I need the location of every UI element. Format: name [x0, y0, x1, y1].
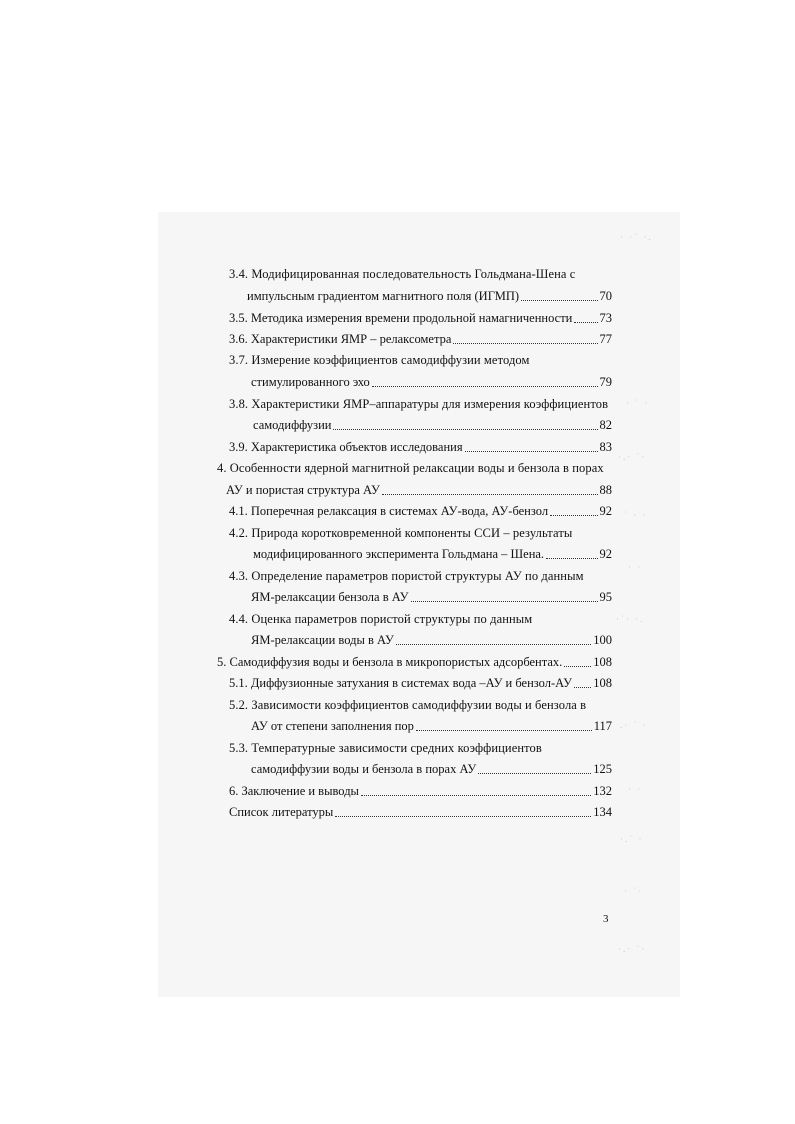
- toc-page-number: 117: [593, 719, 612, 733]
- toc-entry-5-1[interactable]: [229, 675, 612, 691]
- scan-noise: · ·: [628, 562, 643, 572]
- leader-dots: [546, 558, 597, 559]
- toc-entry-4-3[interactable]: [251, 589, 612, 605]
- scan-noise: · ·˙ ·.: [620, 232, 653, 242]
- toc-entry-3-8[interactable]: [253, 417, 612, 433]
- toc-page-number: 77: [599, 332, 612, 346]
- toc-entry-5-3[interactable]: [251, 761, 612, 777]
- toc-page-number: 100: [593, 633, 612, 647]
- toc-page-number: 132: [593, 784, 612, 798]
- toc-entry-4-line-1: 4. Особенности ядерной магнитной релаксации воды и бензола в порах: [217, 461, 604, 475]
- leader-dots: [333, 429, 597, 430]
- leader-dots: [453, 343, 597, 344]
- toc-entry-bibliography[interactable]: [229, 804, 612, 820]
- toc-entry-title: самодиффузии воды и бензола в порах АУ: [251, 762, 477, 776]
- toc-entry-3-7-line-1: 3.7. Измерение коэффициентов самодиффузии методом: [229, 353, 530, 367]
- toc-page-number: 73: [599, 311, 612, 325]
- toc-entry-3-9[interactable]: [229, 439, 612, 455]
- toc-entry-title: 6. Заключение и выводы: [229, 784, 359, 798]
- toc-entry-title: модифицированного эксперимента Гольдмана – Шена.: [253, 547, 545, 561]
- toc-page-number: 125: [593, 762, 612, 776]
- scan-noise: ·.˙ ·: [620, 834, 644, 844]
- leader-dots: [564, 666, 591, 667]
- toc-page-number: 108: [593, 655, 612, 669]
- toc-entry-6[interactable]: [229, 783, 612, 799]
- scan-noise: ·˙· ·.: [616, 614, 645, 624]
- toc-entry-title: 4.1. Поперечная релаксация в системах АУ-вода, АУ-бензол: [229, 504, 549, 518]
- scan-noise: · ·: [628, 784, 643, 794]
- toc-page-number: 70: [599, 289, 612, 303]
- toc-page-number: 108: [593, 676, 612, 690]
- toc-entry-3-5[interactable]: [229, 310, 612, 326]
- scan-noise: · ˙·: [624, 886, 644, 896]
- leader-dots: [411, 601, 598, 602]
- leader-dots: [521, 300, 597, 301]
- leader-dots: [382, 494, 598, 495]
- toc-entry-3-4[interactable]: [247, 288, 612, 304]
- toc-entry-5[interactable]: [217, 654, 612, 670]
- leader-dots: [550, 515, 597, 516]
- toc-page-number: 95: [599, 590, 612, 604]
- leader-dots: [574, 687, 591, 688]
- toc-entry-5-2-line-1: 5.2. Зависимости коэффициентов самодиффузии воды и бензола в: [229, 698, 587, 712]
- toc-page-number: 82: [599, 418, 612, 432]
- leader-dots: [372, 386, 598, 387]
- leader-dots: [396, 644, 591, 645]
- toc-page-number: 83: [599, 440, 612, 454]
- toc-page-number: 92: [599, 504, 612, 518]
- toc-entry-5-2[interactable]: [251, 718, 612, 734]
- toc-entry-title: 3.6. Характеристики ЯМР – релаксометра: [229, 332, 452, 346]
- toc-entry-title: стимулированного эхо: [251, 375, 370, 389]
- leader-dots: [361, 795, 591, 796]
- scan-noise: ·.· ˙·: [618, 452, 647, 462]
- leader-dots: [478, 773, 591, 774]
- toc-entry-title: 5. Самодиффузия воды и бензола в микропористых адсорбентах.: [217, 655, 563, 669]
- toc-entry-title: самодиффузии: [253, 418, 332, 432]
- page-number: 3: [603, 913, 609, 925]
- toc-entry-4-4-line-1: 4.4. Оценка параметров пористой структуры по данным: [229, 612, 533, 626]
- toc-page-number: 134: [593, 805, 612, 819]
- toc-entry-4[interactable]: [226, 482, 612, 498]
- leader-dots: [574, 322, 597, 323]
- toc-page-number: 88: [599, 483, 612, 497]
- toc-entry-3-7[interactable]: [251, 374, 612, 390]
- scan-noise: ˙ · ·: [624, 510, 648, 520]
- scan-noise: ·.· ˙·: [618, 944, 647, 954]
- toc-entry-4-4[interactable]: [251, 632, 612, 648]
- scan-noise: · ˙ ·: [626, 398, 650, 408]
- toc-entry-title: 3.9. Характеристика объектов исследования: [229, 440, 463, 454]
- toc-entry-3-4-line-1: 3.4. Модифицированная последовательность Гольдмана-Шена с: [229, 267, 576, 281]
- toc-entry-title: ЯМ-релаксации бензола в АУ: [251, 590, 409, 604]
- toc-page-number: 79: [599, 375, 612, 389]
- leader-dots: [335, 816, 591, 817]
- toc-entry-4-3-line-1: 4.3. Определение параметров пористой структуры АУ по данным: [229, 569, 584, 583]
- toc-entry-3-6[interactable]: [229, 331, 612, 347]
- toc-entry-4-2-line-1: 4.2. Природа коротковременной компоненты ССИ – результаты: [229, 526, 573, 540]
- scan-noise: .· ˙ ·: [620, 720, 648, 730]
- leader-dots: [416, 730, 592, 731]
- toc-entry-title: АУ и пористая структура АУ: [226, 483, 380, 497]
- toc-entry-title: 5.1. Диффузионные затухания в системах вода –АУ и бензол-АУ: [229, 676, 572, 690]
- toc-entry-title: Список литературы: [229, 805, 334, 819]
- leader-dots: [465, 451, 598, 452]
- toc-entry-4-1[interactable]: [229, 503, 612, 519]
- toc-entry-4-2[interactable]: [253, 546, 612, 562]
- toc-entry-title: АУ от степени заполнения пор: [251, 719, 414, 733]
- toc-entry-title: импульсным градиентом магнитного поля (ИГМП): [247, 289, 520, 303]
- toc-entry-title: ЯМ-релаксации воды в АУ: [251, 633, 394, 647]
- toc-page-number: 92: [599, 547, 612, 561]
- toc-entry-3-8-line-1: 3.8. Характеристики ЯМР–аппаратуры для измерения коэффициентов: [229, 397, 609, 411]
- toc-entry-5-3-line-1: 5.3. Температурные зависимости средних коэффициентов: [229, 741, 542, 755]
- toc-entry-title: 3.5. Методика измерения времени продольной намагниченности: [229, 311, 573, 325]
